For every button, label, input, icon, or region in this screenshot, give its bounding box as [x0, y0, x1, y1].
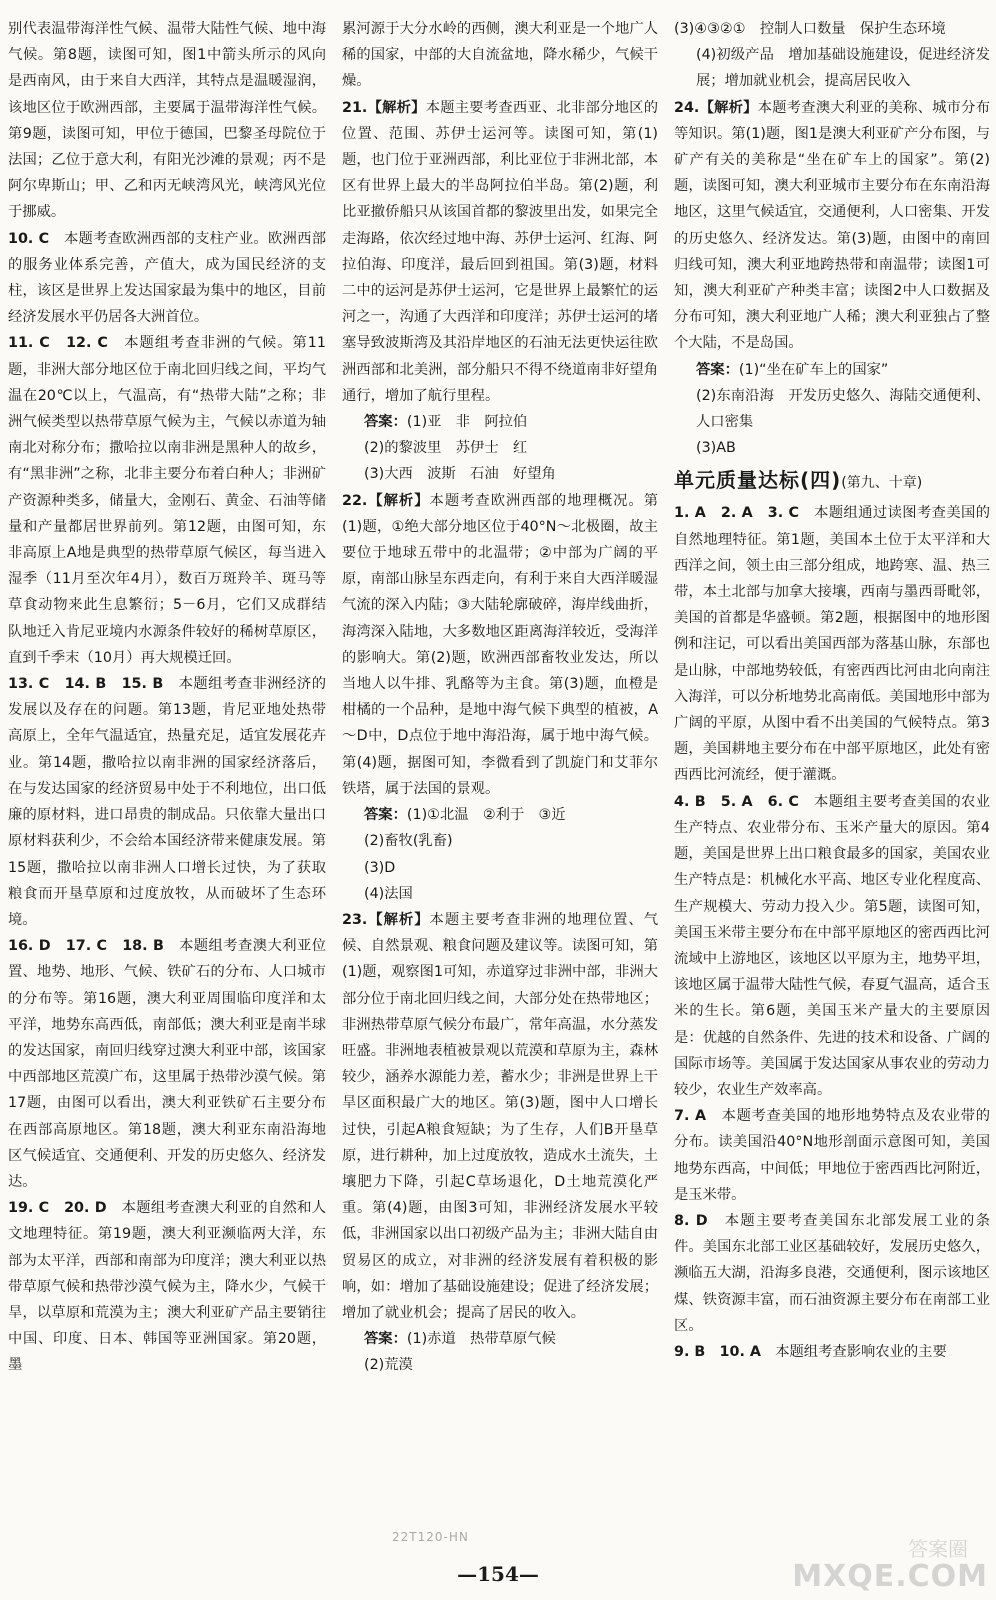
answer-label: 答案： — [364, 1331, 407, 1348]
answer-label: 答案： — [696, 361, 739, 378]
text-body: 本题组考查澳大利亚的自然和人文地理特征。第19题，澳大利亚濒临两大洋，东部为太平洋，西部和南部为印度洋；澳大利亚以热带草原气候和热带沙漠气候为主，降水少，气候干旱，以草原和荒漠为主；澳大利亚矿产品主要销往中国、印度、日本、韩国等亚洲国家。第20题，墨 — [8, 1200, 327, 1374]
column-right — [674, 16, 990, 1365]
page-number: —154— — [457, 1562, 539, 1586]
question-number: 22. — [342, 492, 368, 509]
section-title: 单元质量达标(四) — [674, 468, 842, 493]
answer-line — [342, 435, 658, 461]
continued-text — [674, 16, 990, 42]
question-item — [674, 500, 990, 788]
text-body: 本题组考查非洲的气候。第11题，非洲大部分地区位于南北回归线之间，平均气温在20℃以上，气温高，有“热带大陆”之称；非洲气候类型以热带草原气候为主，气候以赤道为轴南北对称分布；撒哈拉以南非洲是黑种人的故乡，有“黑非洲”之称，北非主要分布着白种人；非洲矿产资源种类多，储量大，金刚石、黄金、石油等储量和产量都居世界前列。第12题，由图可知，东非高原上A地是典型的热带草原气候区，每当进入湿季（11月至次年4月），数百万斑羚羊、斑马等草食动物来此生息繁衍；5－6月，它们又成群结队地迁入肯尼亚境内水源条件较好的稀树草原区，直到千季末（10月）再大规模迁回。 — [8, 335, 327, 666]
section-heading — [674, 463, 990, 500]
column-middle — [342, 16, 658, 1379]
analysis-tag: 【解析】 — [699, 99, 758, 116]
answer-line — [342, 855, 658, 881]
question-number: 24. — [674, 99, 700, 116]
continued-text — [342, 16, 658, 95]
text-body: (3)AB — [696, 440, 736, 457]
question-item — [342, 907, 658, 1326]
answer-label: 答案： — [364, 807, 407, 824]
text-body: 本题考查欧洲西部的支柱产业。欧洲西部的服务业体系完善，产值大，成为国民经济的支柱，该区是世界上发达国家最为集中的地区，目前经济发展水平仍居各大洲首位。 — [8, 230, 327, 326]
question-number: 7. A — [674, 1108, 707, 1125]
answer-line — [342, 828, 658, 854]
text-body: 本题组考查非洲经济的发展以及存在的问题。第13题，肯尼亚地处热带高原上，全年气温适宜，热量充足，适宜发展花卉业。第14题，撒哈拉以南非洲的国家经济落后，在与发达国家的经济贸易中处于不利地位，出口低廉的原材料，进口昂贵的制成品。只依靠大量出口原材料获利少，不会给本国经济带来健康发展。第15题，撒哈拉以南非洲人口增长过快，为了获取粮食而开垦草原和过度放牧，从而破坏了生态环境。 — [8, 676, 327, 928]
question-number: 21. — [342, 99, 368, 116]
question-item — [674, 95, 990, 357]
text-body: (4)初级产品 增加基础设施建设，促进经济发展；增加就业机会，提高居民收入 — [696, 47, 990, 90]
question-item — [8, 330, 326, 671]
answer-line — [674, 435, 990, 461]
answer-line — [342, 1352, 658, 1378]
answer-line — [342, 802, 658, 828]
analysis-tag: 【解析】 — [367, 492, 430, 509]
question-item — [342, 95, 658, 409]
question-item — [674, 1208, 990, 1339]
text-body: (3)大西 波斯 石油 好望角 — [364, 466, 556, 483]
answer-label: 答案： — [364, 414, 407, 431]
question-number: 23. — [342, 911, 368, 928]
question-number: 4. B 5. A 6. C — [674, 793, 799, 810]
question-number: 1. A 2. A 3. C — [674, 505, 800, 522]
question-item — [8, 933, 326, 1195]
text-body: (1)亚 非 阿拉伯 — [406, 414, 528, 431]
question-item — [8, 671, 326, 933]
question-number: 19. C 20. D — [8, 1200, 107, 1217]
watermark-logo: MXQE.COM — [792, 1559, 988, 1594]
question-item — [674, 789, 990, 1103]
text-body: 本题考查澳大利亚的美称、城市分布等知识。第(1)题，图1是澳大利亚矿产分布图，与矿产有关的美称是“坐在矿车上的国家”。第(2)题，读图可知，澳大利亚城市主要分布在东南沿海地区，这里气候适宜，交通便利，人口密集、开发的历史悠久、经济发达。第(3)题，由图中的南回归线可知，澳大利亚地跨热带和南温带；读图1可知，澳大利亚矿产种类丰富；读图2中人口数据及分布可知，澳大利亚地广人稀；澳大利亚独占了整个大陆，不是岛国。 — [674, 99, 991, 352]
question-number: 10. C — [8, 230, 50, 247]
analysis-tag: 【解析】 — [367, 911, 430, 928]
text-body: (1)①北温 ②利于 ③近 — [406, 807, 566, 824]
text-body: (4)法国 — [364, 885, 413, 902]
question-item — [8, 1195, 326, 1378]
text-body: 累河源于大分水岭的西侧，澳大利亚是一个地广人稀的国家，中部的大自流盆地，降水稀少，气候干燥。 — [342, 21, 658, 90]
text-body: (3)D — [364, 859, 396, 876]
continued-text — [8, 16, 326, 226]
question-number: 8. D — [674, 1212, 708, 1229]
section-subtitle: (第九、十章) — [841, 475, 923, 492]
question-item — [342, 488, 658, 802]
column-left — [8, 16, 326, 1379]
text-body: 本题组主要考查美国的农业生产特点、农业带分布、玉米产量大的原因。第4题，美国是世界上出口粮食最多的国家，美国农业生产特点是：机械化水平高、地区专业化程度高、生产规模大、劳动力投入少。第5题，读图可知，美国玉米带主要分布在中部平原地区的密西西比河流域中上游地区，该地区以平原为主，地势平坦，该地区属于温带大陆性气候，春夏气温高，适合玉米的生长。第6题，美国玉米产量大的主要原因是：优越的自然条件、先进的技术和设备、广阔的国际市场等。美国属于发达国家从事农业的劳动力较少，农业生产效率高。 — [674, 793, 991, 1098]
text-body: (2)荒漠 — [364, 1357, 413, 1374]
question-number: 13. C 14. B 15. B — [8, 676, 164, 693]
text-body: 本题主要考查美国东北部发展工业的条件。美国东北部工业区基础较好，发展历史悠久，濒临五大湖，沿海多良港，交通便利，图示该地区煤、铁资源丰富，而石油资源主要分布在南部工业区。 — [674, 1212, 990, 1334]
answer-line — [342, 409, 658, 435]
text-body: 本题考查美国的地形地势特点及农业带的分布。读美国沿40°N地形剖面示意图可知，美国地势东西高，中间低；甲地位于密西西比河附近，是玉米带。 — [674, 1108, 991, 1203]
answer-line — [674, 42, 990, 94]
question-number: 11. C 12. C — [8, 335, 108, 352]
answer-line — [674, 357, 990, 383]
question-item — [8, 226, 326, 331]
answer-line — [342, 461, 658, 487]
print-code: 22T120-HN — [392, 1530, 469, 1544]
text-body: 本题组通过读图考查美国的自然地理特征。第1题，美国本土位于太平洋和大西洋之间，领土由三部分组成，地跨寒、温、热三带，本土北部与加拿大接壤，西南与墨西哥毗邻，美国的首都是华盛顿。第2题，根据图中的地形图例和注记，可以看出美国西部为落基山脉，东部也是山脉，中部地势较低，有密西西比河由北向南注入海洋，可以分析地势北高南低。美国地形中部为广阔的平原，从图中看不出美国的气候特点。第3题，美国耕地主要分布在中部平原地区，此处有密西西比河流经，便于灌溉。 — [674, 505, 991, 784]
answer-line — [342, 881, 658, 907]
text-body: 本题组考查澳大利亚位置、地势、地形、气候、铁矿石的分布、人口城市的分布等。第16题，澳大利亚周围临印度洋和太平洋，地势东高西低，南部低；澳大利亚是南半球的发达国家，南回归线穿过澳大利亚中部，该国家中西部地区荒漠广布，这里属于热带沙漠气候。第17题，由图可以看出，澳大利亚铁矿石主要分布在西部高原地区。第18题，澳大利亚东南沿海地区气候适宜、交通便利、开发的历史悠久、经济发达。 — [8, 938, 327, 1190]
answer-line — [674, 383, 990, 435]
text-body: (3)④③②① 控制人口数量 保护生态环境 — [674, 21, 946, 37]
text-body: (2)畜牧(乳畜) — [364, 833, 453, 850]
watermark-cn: 答案圈 — [908, 1537, 968, 1561]
analysis-tag: 【解析】 — [367, 99, 426, 116]
answer-line — [342, 1326, 658, 1352]
text-body: (2)的黎波里 苏伊士 红 — [364, 440, 528, 457]
text-body: (1)“坐在矿车上的国家” — [738, 361, 889, 378]
text-body: (2)东南沿海 开发历史悠久、海陆交通便利、人口密集 — [696, 387, 990, 431]
text-body: 本题组考查影响农业的主要 — [775, 1343, 947, 1360]
text-body: 别代表温带海洋性气候、温带大陆性气候、地中海气候。第8题，读图可知，图1中箭头所示的风向是西南风，由于来自大西洋，其特点是温暖湿润，该地区位于欧洲西部，主要属于温带海洋性气候。第9题，读图可知，甲位于德国，巴黎圣母院位于法国；乙位于意大利，有阳光沙滩的景观；丙不是阿尔卑斯山；甲、乙和丙无峡湾风光，峡湾风光位于挪威。 — [8, 21, 326, 221]
question-item — [674, 1339, 990, 1365]
text-body: (1)赤道 热带草原气候 — [406, 1331, 556, 1348]
question-item — [674, 1103, 990, 1208]
question-number: 9. B 10. A — [674, 1343, 761, 1360]
text-body: 本题主要考查非洲的地理位置、气候、自然景观、粮食问题及建议等。读图可知，第(1)题，观察图1可知，赤道穿过非洲中部，非洲大部分位于南北回归线之间，大部分处在热带地区；非洲热带草原气候分布最广，常年高温，水分蒸发旺盛。非洲地表植被景观以荒漠和草原为主，森林较少，涵养水源能力差，蓄水少；非洲是世界上干旱区面积最广大的地区。第(3)题，图中人口增长过快，引起A粮食短缺；为了生存，人们B开垦草原，进行耕种，加上过度放牧，造成水土流失，土壤肥力下降，引起C草场退化，D土地荒漠化严重。第(4)题，由图3可知，非洲经济发展水平较低，非洲国家以出口初级产品为主；非洲大陆自由贸易区的成立，对非洲的经济发展有着积极的影响，如：增加了基础设施建设；促进了经济发展；增加了就业机会；提高了居民的收入。 — [342, 911, 659, 1321]
text-body: 本题主要考查西亚、北非部分地区的位置、范围、苏伊士运河等。读图可知，第(1)题，也门位于亚洲西部，利比亚位于非洲北部，本区有世界上最大的半岛阿拉伯半岛。第(2)题，利比亚撤侨船只从该国首都的黎波里出发，如果完全走海路，依次经过地中海、苏伊士运河、红海、阿拉伯海、印度洋，最后回到祖国。第(3)题，材料二中的运河是苏伊士运河，它是世界上最繁忙的运河之一，沟通了大西洋和印度洋；苏伊士运河的堵塞导致波斯湾及其沿岸地区的石油无法更快运往欧洲西部和北美洲，部分船只不得不绕道南非好望角通行，增加了航行里程。 — [342, 99, 659, 404]
text-body: 本题考查欧洲西部的地理概况。第(1)题，①绝大部分地区位于40°N～北极圈，故主要位于地球五带中的北温带；②中部为广阔的平原，南部山脉呈东西走向，有利于来自大西洋暖湿气流的深入内陆；③大陆轮廓破碎，海岸线曲折，海湾深入陆地，大多数地区距离海洋较近，受海洋的影响大。第(2)题，欧洲西部畜牧业发达，所以当地人以牛排、乳酪等为主食。第(3)题，血橙是柑橘的一个品种，是地中海气候下典型的植被，A～D中，D点位于地中海沿海，属于地中海气候。第(4)题，据图可知，李微看到了凯旋门和艾菲尔铁塔，属于法国的景观。 — [342, 492, 659, 797]
question-number: 16. D 17. C 18. B — [8, 938, 164, 955]
